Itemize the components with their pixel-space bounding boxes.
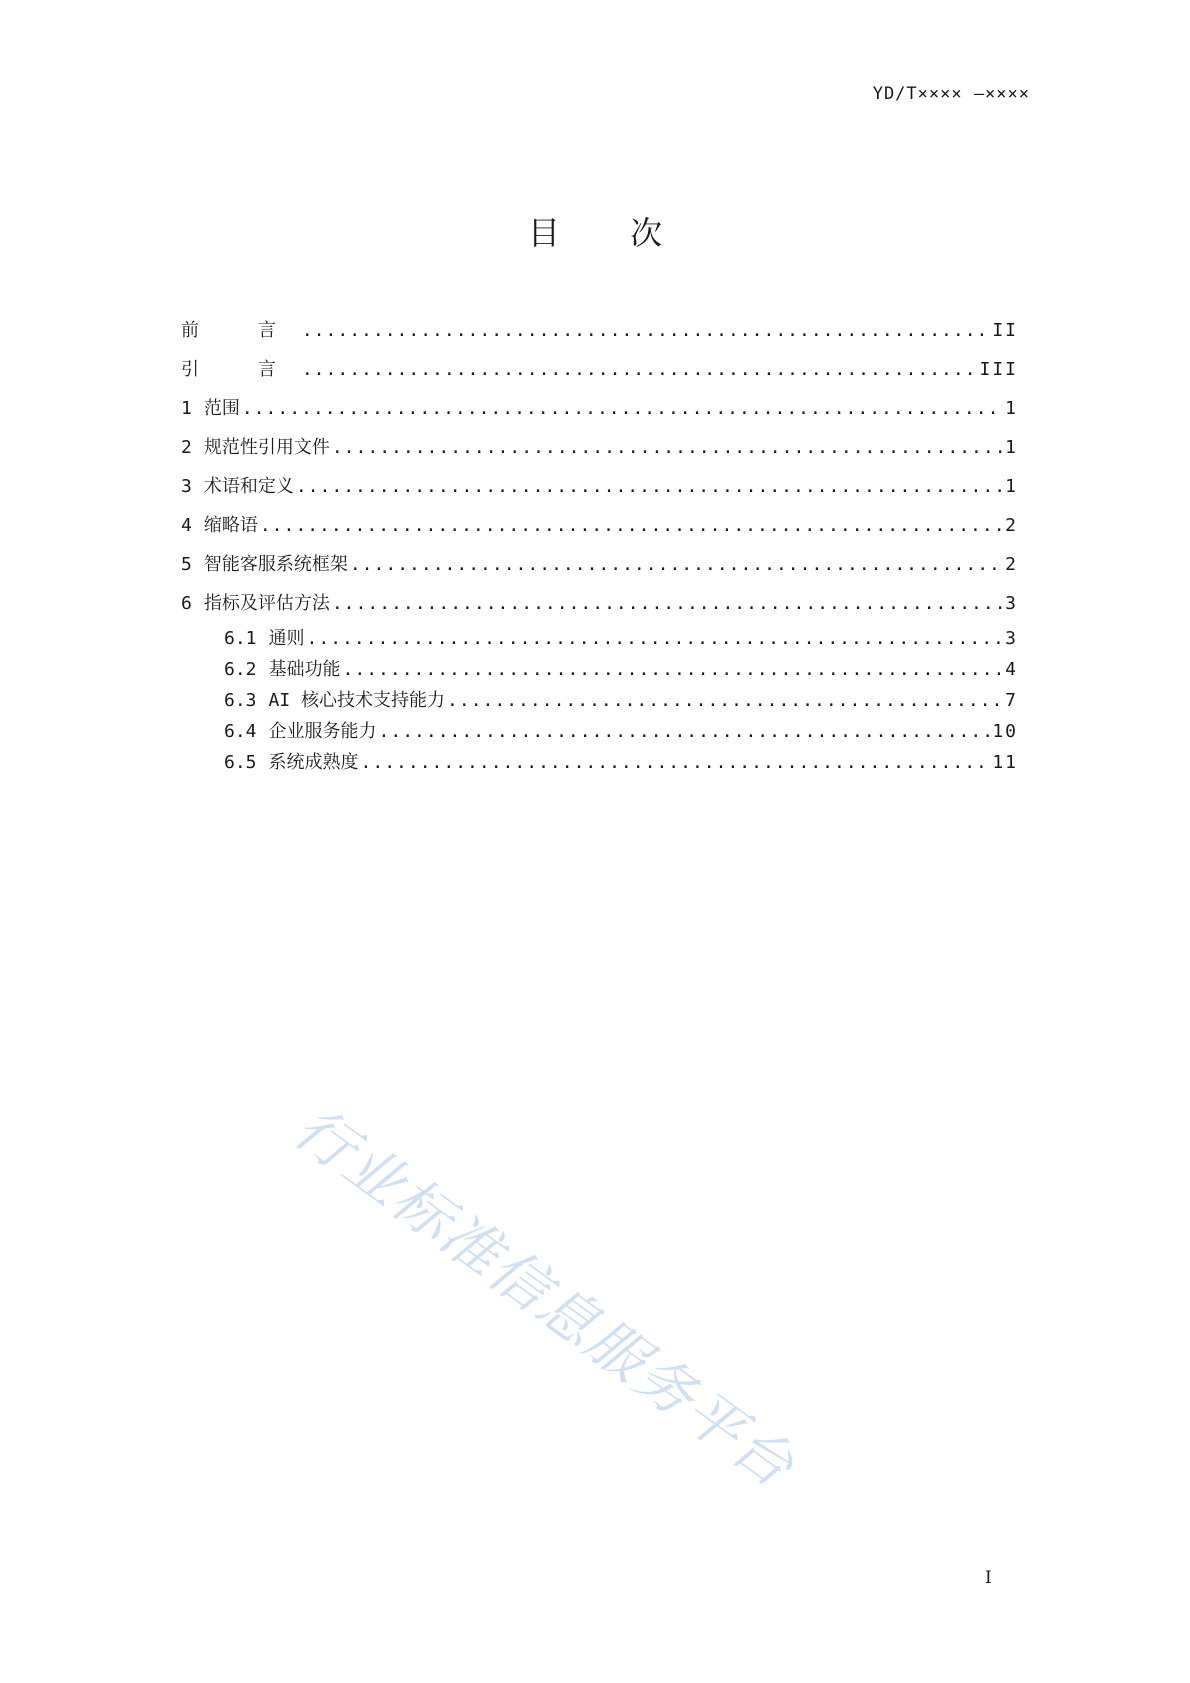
toc-leader-dots [343,654,1004,685]
document-code: YD/T×××× —×××× [872,84,1030,104]
toc-leader-dots [307,623,1004,654]
toc-leader-dots [296,467,1003,506]
table-of-contents [181,311,1018,778]
toc-page-number: 7 [1005,690,1018,711]
toc-leader-dots [302,350,978,389]
toc-page-number: 3 [1005,593,1018,614]
toc-entry-label: 范围 [203,398,240,419]
toc-leader-dots [260,506,1003,545]
toc-entry-terms-definitions[interactable] [181,467,1018,506]
toc-leader-dots [350,545,1003,584]
toc-subentry-label: 企业服务能力 [268,721,377,742]
toc-entry-label: 引 言 [181,359,300,380]
toc-subentry-label: 基础功能 [268,659,341,680]
toc-subentry-label: 系统成熟度 [268,752,359,773]
toc-subentry-system-maturity[interactable] [181,747,1018,778]
page-number: I [985,1568,992,1588]
toc-page-number: 10 [992,721,1018,742]
toc-page-number: II [992,320,1018,341]
toc-entry-normative-references[interactable] [181,428,1018,467]
toc-entry-framework[interactable] [181,545,1018,584]
toc-leader-dots [332,584,1003,623]
toc-entry-label: 前 言 [181,320,300,341]
watermark-text: 行业标准信息服务平台 [282,1093,808,1502]
toc-page-number: 2 [1005,554,1018,575]
toc-leader-dots [447,685,1003,716]
toc-entry-number: 3 [181,476,192,497]
toc-page-number: 2 [1005,515,1018,536]
toc-page-number: 1 [1005,398,1018,419]
toc-entry-label: 智能客服系统框架 [203,554,348,575]
toc-subentry-label: 通则 [268,628,305,649]
toc-entry-indicators-methods[interactable] [181,584,1018,623]
toc-entry-number: 5 [181,554,192,575]
page-title: 目 次 [527,214,693,252]
toc-subentry-number: 6.1 [224,628,257,649]
toc-entry-label: 指标及评估方法 [203,593,330,614]
toc-entry-label: 规范性引用文件 [203,437,330,458]
toc-entry-number: 4 [181,515,192,536]
toc-entry-abbreviations[interactable] [181,506,1018,545]
toc-subentry-number: 6.3 [224,690,257,711]
toc-entry-label: 术语和定义 [203,476,294,497]
toc-entry-scope[interactable] [181,389,1018,428]
toc-entry-introduction[interactable] [181,350,1018,389]
toc-subentry-number: 6.2 [224,659,257,680]
toc-leader-dots [302,311,990,350]
toc-entry-number: 6 [181,593,192,614]
toc-subentry-number: 6.5 [224,752,257,773]
toc-page-number: 1 [1005,476,1018,497]
toc-leader-dots [242,389,1003,428]
toc-page-number: 3 [1005,628,1018,649]
toc-subentry-enterprise-service[interactable] [181,716,1018,747]
toc-subentry-number: 6.4 [224,721,257,742]
toc-subentry-label: AI 核心技术支持能力 [268,690,446,711]
toc-leader-dots [361,747,991,778]
toc-page-number: 11 [992,752,1018,773]
toc-leader-dots [332,428,1003,467]
toc-page-number: III [979,359,1018,380]
toc-entry-number: 2 [181,437,192,458]
toc-entry-foreword[interactable] [181,311,1018,350]
toc-entry-label: 缩略语 [203,515,258,536]
toc-page-number: 4 [1005,659,1018,680]
toc-entry-number: 1 [181,398,192,419]
toc-page-number: 1 [1005,437,1018,458]
toc-subentry-general[interactable] [181,623,1018,654]
toc-leader-dots [379,716,991,747]
toc-subentry-basic-functions[interactable] [181,654,1018,685]
toc-subentry-ai-core[interactable] [181,685,1018,716]
